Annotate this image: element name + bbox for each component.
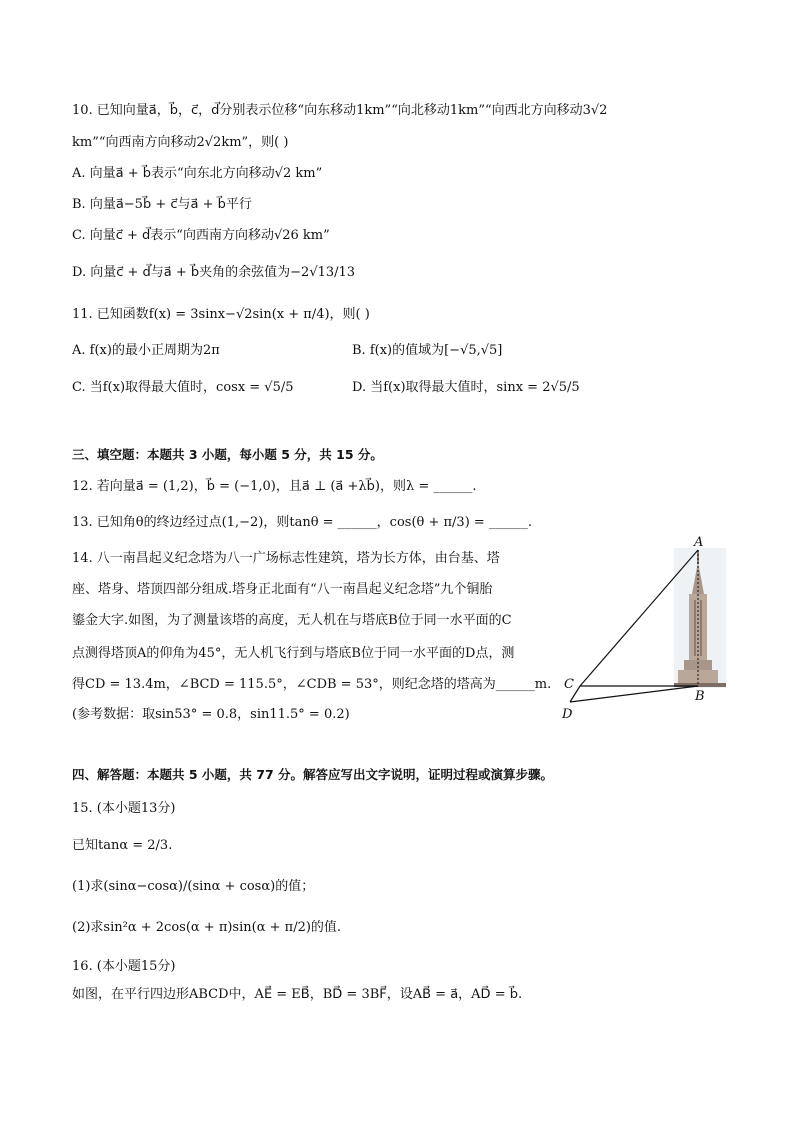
q13: 13. 已知角θ的终边经过点(1,−2)，则tanθ = ______，cos(θ + π/3) = ______. bbox=[72, 515, 533, 530]
q16-text: 如图，在平行四边形ABCD中，AE⃗ = EB⃗，BD⃗ = 3BF⃗，设AB⃗ = a⃗，AD⃗ = b⃗. bbox=[72, 987, 523, 1002]
q14-line-3: 鎏金大字.如图，为了测量该塔的高度，无人机在与塔底B位于同一水平面的C bbox=[72, 613, 512, 628]
tower-figure bbox=[556, 534, 736, 724]
label-C: C bbox=[564, 677, 574, 692]
q10-option-c: C. 向量c⃗ + d⃗表示“向西南方向移动√26 km” bbox=[72, 228, 330, 243]
q15-part-1: (1)求(sinα−cosα)/(sinα + cosα)的值； bbox=[72, 879, 315, 894]
q14-line-2: 座、塔身、塔顶四部分组成.塔身正北面有“八一南昌起义纪念塔”九个铜胎 bbox=[72, 582, 493, 597]
q10-option-d: D. 向量c⃗ + d⃗与a⃗ + b⃗夹角的余弦值为−2√13/13 bbox=[72, 265, 356, 280]
q14-line-1: 14. 八一南昌起义纪念塔为八一广场标志性建筑，塔为长方体，由台基、塔 bbox=[72, 551, 500, 566]
label-B: B bbox=[695, 689, 705, 704]
q11-stem: 11. 已知函数f(x) = 3sinx−√2sin(x + π/4)，则( ) bbox=[72, 307, 370, 322]
q16-heading: 16. (本小题15分) bbox=[72, 959, 176, 974]
q14-line-6: (参考数据：取sin53° = 0.8，sin11.5° = 0.2) bbox=[72, 707, 350, 722]
q10-option-a: A. 向量a⃗ + b⃗表示“向东北方向移动√2 km” bbox=[72, 166, 323, 181]
q10-line-2: km”“向西南方向移动2√2km”，则( ) bbox=[72, 135, 289, 150]
q14-line-5: 得CD = 13.4m，∠BCD = 115.5°，∠CDB = 53°，则纪念塔的塔高为______m. bbox=[72, 677, 552, 692]
q10-option-b: B. 向量a⃗−5b⃗ + c⃗与a⃗ + b⃗平行 bbox=[72, 197, 252, 212]
q12: 12. 若向量a⃗ = (1,2)，b⃗ = (−1,0)，且a⃗ ⊥ (a⃗ +λb⃗)，则λ = ______. bbox=[72, 479, 477, 494]
q15-part-2: (2)求sin²α + 2cos(α + π)sin(α + π/2)的值. bbox=[72, 920, 342, 935]
q11-option-b: B. f(x)的值域为[−√5,√5] bbox=[352, 343, 503, 358]
section-4-heading: 四、解答题：本题共 5 小题，共 77 分。解答应写出文字说明，证明过程或演算步骤。 bbox=[72, 767, 554, 782]
q15-given: 已知tanα = 2/3. bbox=[72, 838, 173, 853]
section-3-heading: 三、填空题：本题共 3 小题，每小题 5 分，共 15 分。 bbox=[72, 447, 383, 462]
label-D: D bbox=[562, 707, 573, 722]
q11-option-c: C. 当f(x)取得最大值时，cosx = √5/5 bbox=[72, 380, 294, 395]
q11-option-d: D. 当f(x)取得最大值时，sinx = 2√5/5 bbox=[352, 380, 580, 395]
q10-line-1: 10. 已知向量a⃗，b⃗，c⃗，d⃗分别表示位移“向东移动1km”“向北移动1km”“向西北方向移动3√2 bbox=[72, 103, 608, 118]
line-DB bbox=[570, 686, 698, 702]
q15-heading: 15. (本小题13分) bbox=[72, 801, 176, 816]
q14-line-4: 点测得塔顶A的仰角为45°，无人机飞行到与塔底B位于同一水平面的D点，测 bbox=[72, 646, 515, 661]
label-A: A bbox=[694, 535, 704, 550]
q11-option-a: A. f(x)的最小正周期为2π bbox=[72, 343, 220, 358]
